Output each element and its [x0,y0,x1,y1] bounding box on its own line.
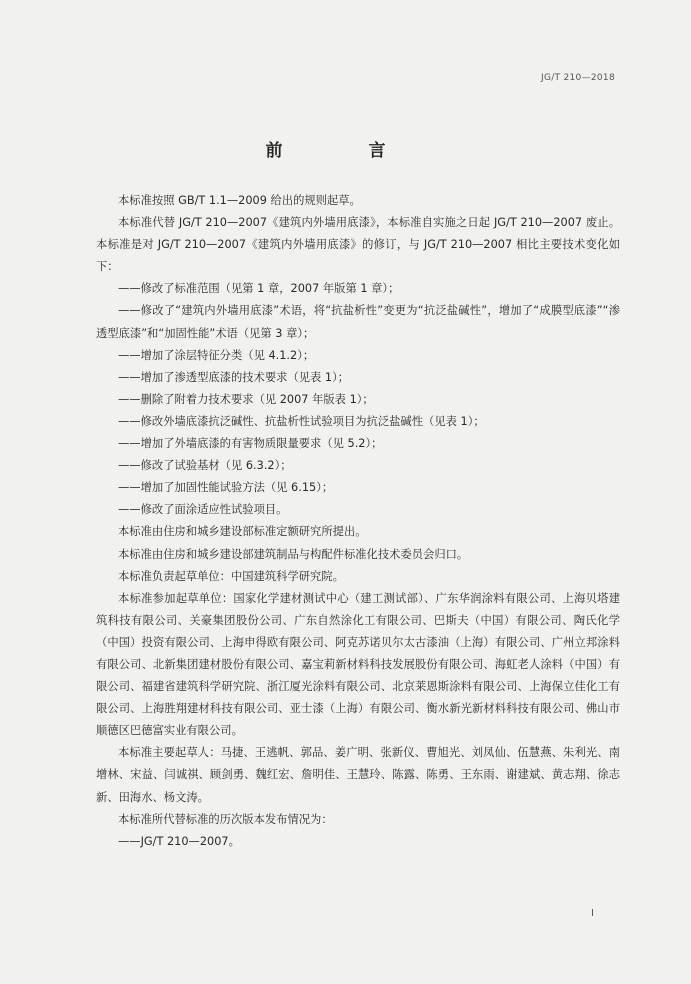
paragraph-proposer: 本标准由住房和城乡建设部标准定额研究所提出。 [118,525,367,539]
standard-code: JG/T 210—2018 [540,73,615,83]
change-item: ——增加了涂层特征分类（见 4.1.2）； [118,348,315,362]
change-item: ——修改了标准范围（见第 1 章，2007 年版第 1 章）； [118,282,400,296]
paragraph-drafting-rules: 本标准按照 GB/T 1.1—2009 给出的规则起草。 [118,194,361,207]
change-item: ——删除了附着力技术要求（见 2007 年版表 1）； [118,392,374,406]
paragraph-participating-units: 本标准参加起草单位：国家化学建材测试中心（建工测试部）、广东华润涂料有限公司、上海贝塔建筑科技有限公司、关豪集团股份公司、广东自然涂化工有限公司、巴斯夫（中国）有限公司、陶氏化学（中国）投资有限公司、上海申得欧有限公司、阿克苏诺贝尔太古漆油（上海）有限公司、广州立邦涂料有限公司、北新集团建材股份有限公司、嘉宝莉新材料科技发展股份有限公司、海虹老人涂料（中国）有限公司、福建省建筑科学研究院、浙江厦光涂料有限公司、北京莱恩斯涂料有限公司、上海保立佳化工有限公司、上海胜翔建材科技有限公司、亚士漆（上海）有限公司、衡水新光新材料科技有限公司、佛山市顺德区巴德富实业有限公司。 [96,591,620,738]
foreword-body [96,190,620,853]
previous-edition-item: ——JG/T 210—2007。 [118,834,240,848]
change-item: ——修改了试验基材（见 6.3.2）； [118,459,292,473]
paragraph-centralized: 本标准由住房和城乡建设部建筑制品与构配件标准化技术委员会归口。 [118,547,469,561]
change-item: ——修改了“建筑内外墙用底漆”术语，将“抗盐析性”变更为“抗泛盐碱性”，增加了“成膜型底漆”“渗透型底漆”和“加固性能”术语（见第 3 章）； [96,304,620,340]
page-number: I [591,908,594,919]
page-title: 前 言 [265,141,426,161]
change-item: ——修改了面涂适应性试验项目。 [118,503,288,517]
change-item: ——增加了外墙底漆的有害物质限量要求（见 5.2）； [118,437,383,451]
change-item: ——增加了渗透型底漆的技术要求（见表 1）； [118,370,350,384]
change-item: ——增加了加固性能试验方法（见 6.15）； [118,481,334,495]
paragraph-main-drafters: 本标准主要起草人：马捷、王逃帆、郭品、姜广明、张新仪、曹旭光、刘凤仙、伍慧燕、朱利光、南增林、宋益、闫诚祺、顾剑勇、魏红宏、詹明佳、王慧玲、陈露、陈勇、王东雨、谢建斌、黄志翔、徐志新、田海水、杨文涛。 [96,746,620,804]
paragraph-previous-editions: 本标准所代替标准的历次版本发布情况为： [118,812,333,826]
paragraph-responsible-drafter: 本标准负责起草单位：中国建筑科学研究院。 [118,569,344,583]
paragraph-replacement: 本标准代替 JG/T 210—2007《建筑内外墙用底漆》，本标准自实施之日起 JG/T 210—2007 废止。本标准是对 JG/T 210—2007《建筑内外墙用底漆》的修订，与 JG/T 210—2007 相比主要技术变化如下： [96,216,620,274]
change-item: ——修改外墙底漆抗泛碱性、抗盐析性试验项目为抗泛盐碱性（见表 1）； [118,414,485,428]
